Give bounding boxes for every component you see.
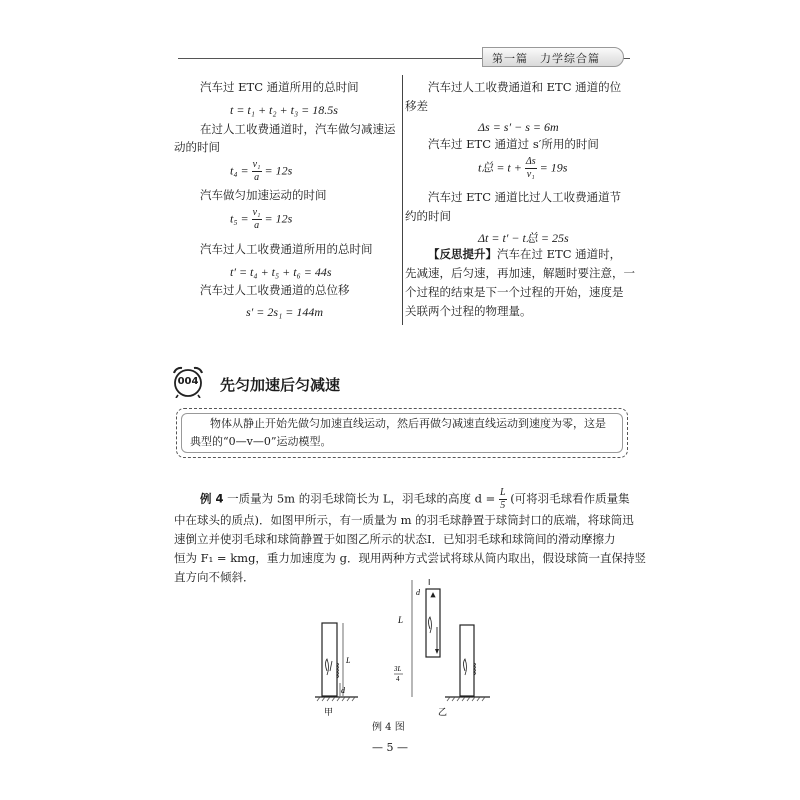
ground-yi	[445, 697, 490, 701]
eq-rhs: = 19s	[539, 160, 568, 175]
text-line: 先减速，后匀速，再加速，解题时要注意，一	[405, 266, 635, 280]
denominator: a	[254, 172, 260, 183]
label-d-yi: d	[416, 588, 420, 597]
ground-jia	[315, 697, 358, 701]
text-line: 移差	[405, 99, 428, 113]
text-line: 汽车过 ETC 通道过 s′所用的时间	[428, 137, 599, 151]
text-line: 关联两个过程的物理量。	[405, 304, 532, 318]
fraction	[252, 160, 262, 183]
eq-lhs: t总 = t +	[478, 160, 522, 175]
reflection-text: 汽车在过 ETC 通道时，	[497, 247, 622, 261]
label-L-yi: L	[398, 615, 404, 625]
example-label: 例 4	[200, 491, 224, 506]
text-line: 个过程的结束是下一个过程的开始，速度是	[405, 285, 624, 299]
text-line: 约的时间	[405, 209, 451, 223]
label-L-jia: L	[346, 656, 351, 665]
text-line: 汽车做匀加速运动的时间	[200, 188, 327, 202]
fraction	[252, 208, 262, 231]
example-text: (可将羽毛球看作质量集	[510, 491, 630, 506]
column-divider	[402, 75, 403, 325]
label-3L-den: 4	[396, 675, 400, 683]
numerator: v₁	[252, 207, 261, 218]
denominator: a	[254, 220, 260, 231]
tube-yi-lower	[460, 625, 474, 696]
text-line: 汽车过 ETC 通道所用的总时间	[200, 80, 359, 94]
example-4-figure	[300, 575, 500, 720]
running-header: 第一篇 力学综合篇	[492, 52, 600, 65]
equation: t = t₁ + t₂ + t₃ = 18.5s	[230, 103, 338, 117]
label-yi: 乙	[438, 708, 448, 718]
text-line: 汽车过人工收费通道和 ETC 通道的位	[428, 80, 622, 94]
model-line: 物体从静止开始先做匀加速直线运动，然后再做匀减速直线运动到速度为零，这是	[210, 417, 606, 430]
section-title: 先匀加速后匀减速	[220, 376, 341, 394]
example-line: 速倒立并使羽毛球和球筒静置于如图乙所示的状态Ⅰ．已知羽毛球和球筒间的滑动摩擦力	[174, 532, 616, 546]
text-line: 汽车过人工收费通道的总位移	[200, 283, 350, 297]
label-jia: 甲	[324, 708, 334, 718]
fraction	[525, 157, 537, 180]
equation: t′ = t₄ + t₅ + t₆ = 44s	[230, 265, 332, 279]
example-line: 恒为 F₁ = kmg，重力加速度为 g．现用两种方式尝试将球从筒内取出，假设球筒一直保持竖	[174, 551, 646, 565]
fraction	[499, 488, 507, 511]
eq-rhs: = 12s	[264, 211, 293, 226]
label-3L-num: 3L	[394, 665, 402, 673]
equation: Δs = s′ − s = 6m	[478, 120, 559, 134]
eq-lhs: t₅ =	[230, 211, 249, 226]
equation: Δt = t′ − t总 = 25s	[478, 231, 569, 245]
numerator: v₁	[252, 159, 261, 170]
text-line: 汽车过 ETC 通道比过人工收费通道节	[428, 190, 622, 204]
numerator: Δs	[525, 156, 536, 167]
page-number: — 5 —	[372, 741, 408, 754]
eq-rhs: = 12s	[264, 163, 293, 178]
figure-caption: 例 4 图	[372, 722, 405, 733]
text-line: 动的时间	[174, 140, 220, 154]
equation	[230, 208, 292, 231]
model-line: 典型的“0—v—0”运动模型。	[190, 435, 332, 448]
model-box	[176, 408, 628, 458]
label-state-I: Ⅰ	[428, 578, 431, 587]
denominator: 5	[500, 500, 506, 511]
label-d-jia: d	[341, 686, 345, 695]
equation	[478, 157, 567, 180]
example-text: 一质量为 5m 的羽毛球筒长为 L，羽毛球的高度 d =	[227, 491, 496, 506]
denominator: v₁	[526, 169, 535, 180]
example-line: 直方向不倾斜．	[174, 570, 255, 584]
tube-jia	[322, 623, 337, 696]
eq-lhs: t₄ =	[230, 163, 249, 178]
text-line	[428, 249, 621, 261]
tube-yi-upper	[426, 589, 440, 657]
example-line	[200, 488, 630, 511]
text-line: 在过人工收费通道时，汽车做匀减速运	[200, 122, 396, 136]
example-line: 中在球头的质点)．如图甲所示，有一质量为 m 的羽毛球静置于球筒封口的底端，将球筒迅	[174, 513, 634, 527]
reflection-label: 【反思提升】	[428, 247, 497, 261]
equation: s′ = 2s₁ = 144m	[246, 305, 323, 319]
numerator: L	[499, 487, 506, 498]
equation	[230, 160, 292, 183]
section-number: 004	[177, 376, 199, 387]
text-line: 汽车过人工收费通道所用的总时间	[200, 242, 373, 256]
